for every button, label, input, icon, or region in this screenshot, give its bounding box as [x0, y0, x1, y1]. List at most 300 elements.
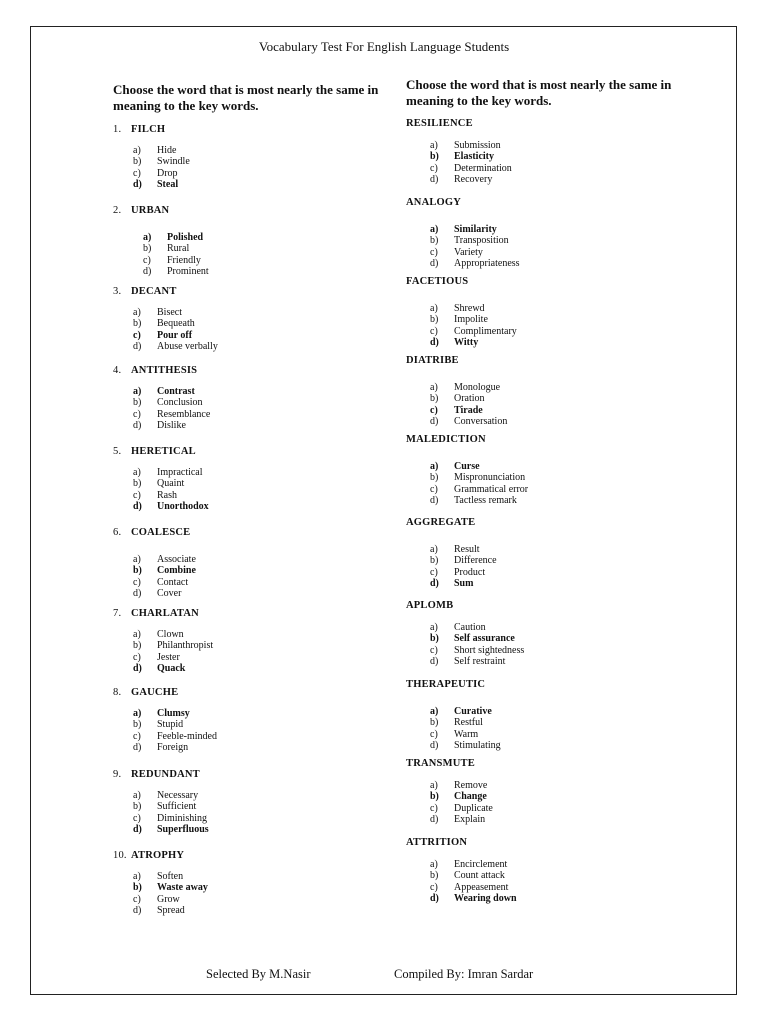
answer-option: [133, 719, 217, 730]
answer-option: [133, 168, 190, 179]
option-text: Curse: [454, 461, 480, 472]
answer-option: [133, 145, 190, 156]
answer-option: [430, 870, 517, 881]
keyword-text: DIATRIBE: [406, 355, 459, 366]
option-text: Rash: [157, 489, 177, 501]
option-letter: a): [133, 708, 142, 719]
keyword-text: APLOMB: [406, 600, 454, 611]
option-text: Grammatical error: [454, 483, 529, 495]
option-letter: c): [133, 730, 141, 742]
option-text: Swindle: [157, 156, 190, 168]
option-text: Drop: [157, 167, 178, 179]
option-letter: c): [430, 728, 438, 740]
option-text: Duplicate: [454, 802, 493, 814]
answer-option: [430, 314, 517, 325]
option-letter: c): [430, 644, 438, 656]
keyword-text: TRANSMUTE: [406, 758, 475, 769]
answer-option: [133, 790, 209, 801]
question-item: [113, 365, 210, 432]
option-list: [430, 544, 497, 590]
option-text: Variety: [454, 246, 483, 258]
answer-option: [133, 905, 208, 916]
option-text: Bequeath: [157, 318, 195, 330]
option-text: Result: [454, 544, 480, 555]
question-item: [113, 687, 217, 754]
option-letter: c): [133, 329, 141, 341]
option-letter: b): [430, 235, 439, 247]
option-text: Bisect: [157, 307, 182, 318]
option-text: Contact: [157, 576, 189, 588]
option-list: [133, 467, 209, 513]
option-list: [133, 307, 218, 353]
question-keyword: [113, 205, 209, 216]
option-letter: b): [133, 565, 142, 577]
option-letter: d): [133, 824, 142, 836]
option-letter: b): [430, 870, 439, 882]
option-text: Restful: [454, 717, 483, 729]
option-text: Feeble-minded: [157, 730, 217, 742]
answer-option-correct: [430, 706, 501, 717]
answer-option: [133, 871, 208, 882]
option-text: Tactless remark: [454, 495, 517, 507]
option-text: Curative: [454, 706, 492, 717]
option-list: [133, 554, 196, 600]
answer-option: [430, 140, 512, 151]
question-item: [406, 197, 520, 270]
keyword-text: ATROPHY: [131, 850, 185, 861]
question-number: 8.: [113, 687, 122, 698]
keyword-text: HERETICAL: [131, 446, 196, 457]
option-letter: d): [133, 420, 142, 432]
option-letter: c): [430, 483, 438, 495]
option-text: Change: [454, 791, 487, 803]
answer-option-correct: [133, 565, 196, 576]
option-text: Remove: [454, 780, 488, 791]
option-text: Stupid: [157, 719, 184, 731]
answer-option-correct: [430, 633, 524, 644]
option-text: Submission: [454, 140, 501, 151]
option-letter: a): [133, 554, 141, 565]
option-letter: c): [430, 566, 438, 578]
question-item: [113, 124, 190, 191]
option-letter: b): [133, 640, 142, 652]
option-letter: a): [430, 859, 438, 870]
answer-option-correct: [133, 882, 208, 893]
question-item: [406, 517, 497, 590]
answer-option-correct: [430, 578, 497, 589]
answer-option-correct: [430, 224, 520, 235]
option-letter: b): [430, 791, 439, 803]
option-letter: c): [133, 167, 141, 179]
option-text: Hide: [157, 145, 177, 156]
question-item: [406, 276, 517, 349]
option-text: Grow: [157, 893, 180, 905]
option-text: Unorthodox: [157, 501, 209, 513]
option-text: Steal: [157, 179, 179, 191]
option-text: Associate: [157, 554, 196, 565]
option-list: [430, 140, 512, 186]
question-keyword: [406, 118, 512, 129]
question-number: 9.: [113, 769, 122, 780]
option-text: Product: [454, 566, 486, 578]
option-letter: b): [430, 393, 439, 405]
answer-option: [133, 554, 196, 565]
option-list: [133, 145, 190, 191]
option-letter: d): [430, 656, 439, 668]
option-text: Monologue: [454, 382, 501, 393]
option-letter: b): [430, 314, 439, 326]
option-text: Spread: [157, 905, 185, 917]
option-text: Dislike: [157, 420, 186, 432]
option-text: Friendly: [167, 254, 201, 266]
question-item: [406, 434, 528, 507]
option-letter: b): [430, 555, 439, 567]
question-keyword: [406, 517, 497, 528]
keyword-text: AGGREGATE: [406, 517, 476, 528]
answer-option: [133, 318, 218, 329]
question-keyword: [406, 276, 517, 287]
keyword-text: FACETIOUS: [406, 276, 469, 287]
option-letter: c): [430, 162, 438, 174]
option-letter: a): [430, 622, 438, 633]
option-letter: a): [430, 140, 438, 151]
option-list: [430, 224, 520, 270]
option-text: Impractical: [157, 467, 203, 478]
option-text: Sum: [454, 578, 474, 590]
question-item: [406, 758, 493, 826]
question-number: 7.: [113, 608, 122, 619]
answer-option-correct: [133, 330, 218, 341]
option-text: Quack: [157, 663, 186, 675]
option-text: Impolite: [454, 314, 488, 326]
question-keyword: [406, 600, 524, 611]
answer-option-correct: [430, 151, 512, 162]
option-list: [430, 303, 517, 349]
option-text: Complimentary: [454, 325, 517, 337]
option-letter: d): [133, 588, 142, 600]
option-letter: a): [133, 629, 141, 640]
answer-option: [133, 629, 213, 640]
question-item: [406, 600, 524, 668]
option-letter: b): [133, 318, 142, 330]
option-letter: a): [430, 224, 439, 235]
answer-option: [133, 409, 210, 420]
option-text: Pour off: [157, 329, 193, 341]
option-letter: d): [430, 893, 439, 905]
option-letter: b): [430, 717, 439, 729]
answer-option: [143, 266, 209, 277]
answer-option: [430, 303, 517, 314]
option-text: Contrast: [157, 386, 195, 397]
option-list: [430, 706, 501, 752]
option-letter: d): [430, 337, 439, 349]
option-text: Tirade: [454, 404, 483, 416]
answer-option: [133, 156, 190, 167]
option-letter: b): [143, 243, 152, 255]
answer-option: [133, 588, 196, 599]
answer-option-correct: [133, 708, 217, 719]
option-text: Superfluous: [157, 824, 209, 836]
question-keyword: [113, 769, 209, 780]
answer-option: [430, 555, 497, 566]
answer-option-correct: [430, 337, 517, 348]
question-number: 10.: [113, 850, 127, 861]
answer-option: [430, 622, 524, 633]
option-letter: c): [430, 325, 438, 337]
question-keyword: [406, 837, 517, 848]
option-text: Self assurance: [454, 633, 515, 645]
answer-option: [133, 478, 209, 489]
question-number: 5.: [113, 446, 122, 457]
answer-option: [143, 255, 209, 266]
option-text: Self restraint: [454, 656, 506, 668]
option-text: Witty: [454, 337, 479, 349]
option-letter: b): [430, 633, 439, 645]
answer-option: [430, 163, 512, 174]
keyword-text: COALESCE: [131, 527, 191, 538]
page-title: Vocabulary Test For English Language Students: [258, 39, 510, 54]
answer-option: [430, 780, 493, 791]
answer-option: [133, 731, 217, 742]
answer-option: [430, 814, 493, 825]
option-letter: a): [430, 544, 438, 555]
option-letter: a): [143, 232, 152, 243]
option-text: Rural: [167, 243, 190, 255]
option-letter: d): [430, 495, 439, 507]
option-text: Philanthropist: [157, 640, 214, 652]
option-letter: a): [133, 386, 142, 397]
option-text: Difference: [454, 555, 497, 567]
question-number: 6.: [113, 527, 122, 538]
option-text: Combine: [157, 565, 196, 577]
question-keyword: [113, 608, 213, 619]
answer-option-correct: [430, 791, 493, 802]
option-text: Mispronunciation: [454, 472, 526, 484]
option-text: Sufficient: [157, 801, 197, 813]
question-item: [113, 850, 208, 917]
option-list: [143, 232, 209, 278]
answer-option: [430, 567, 497, 578]
option-text: Resemblance: [157, 408, 211, 420]
answer-option: [430, 859, 517, 870]
question-item: [406, 118, 512, 186]
option-letter: d): [133, 501, 142, 513]
answer-option: [430, 717, 501, 728]
option-text: Stimulating: [454, 740, 501, 752]
option-letter: a): [133, 467, 141, 478]
question-keyword: [113, 446, 209, 457]
option-text: Wearing down: [454, 893, 517, 905]
option-text: Foreign: [157, 742, 189, 754]
answer-option-correct: [430, 893, 517, 904]
question-item: [113, 608, 213, 675]
option-letter: d): [430, 416, 439, 428]
question-number: 2.: [113, 205, 122, 216]
answer-option: [430, 416, 507, 427]
question-keyword: [113, 124, 190, 135]
answer-option-correct: [133, 179, 190, 190]
answer-option: [133, 640, 213, 651]
option-letter: c): [133, 893, 141, 905]
option-text: Jester: [157, 651, 180, 663]
option-letter: b): [430, 472, 439, 484]
option-text: Warm: [454, 728, 479, 740]
option-letter: b): [133, 882, 142, 894]
question-keyword: [113, 687, 217, 698]
keyword-text: DECANT: [131, 286, 177, 297]
option-letter: c): [143, 254, 151, 266]
option-list: [133, 629, 213, 675]
answer-option: [133, 801, 209, 812]
option-letter: c): [133, 812, 141, 824]
answer-option-correct: [133, 663, 213, 674]
option-letter: d): [133, 179, 142, 191]
answer-option: [133, 420, 210, 431]
option-letter: a): [133, 871, 141, 882]
selected-by: Selected By M.Nasir: [206, 967, 311, 981]
question-item: [113, 205, 209, 278]
question-number: 1.: [113, 124, 122, 135]
option-list: [430, 859, 517, 905]
answer-option: [430, 645, 524, 656]
question-number: 3.: [113, 286, 122, 297]
option-text: Quaint: [157, 478, 185, 490]
answer-option: [430, 729, 501, 740]
option-letter: b): [133, 397, 142, 409]
option-letter: a): [430, 303, 438, 314]
keyword-text: ANTITHESIS: [131, 365, 198, 376]
answer-option-correct: [430, 461, 528, 472]
option-text: Conclusion: [157, 397, 203, 409]
option-letter: c): [133, 408, 141, 420]
option-text: Short sightedness: [454, 644, 525, 656]
option-letter: c): [430, 802, 438, 814]
option-letter: a): [430, 461, 439, 472]
option-text: Oration: [454, 393, 485, 405]
option-letter: c): [430, 881, 438, 893]
option-text: Appeasement: [454, 881, 509, 893]
question-number: 4.: [113, 365, 122, 376]
option-list: [133, 708, 217, 754]
question-keyword: [406, 679, 501, 690]
option-letter: a): [430, 780, 438, 791]
question-keyword: [406, 197, 520, 208]
option-letter: d): [143, 266, 152, 278]
instruction-left: Choose the word that is most nearly the same in meaning to the key words.: [113, 82, 379, 113]
answer-option: [430, 326, 517, 337]
keyword-text: ANALOGY: [406, 197, 462, 208]
question-keyword: [406, 355, 507, 366]
answer-option: [430, 235, 520, 246]
question-item: [113, 446, 209, 513]
option-list: [133, 790, 209, 836]
answer-option: [430, 544, 497, 555]
option-letter: d): [133, 742, 142, 754]
question-keyword: [113, 286, 218, 297]
answer-option: [133, 490, 209, 501]
keyword-text: MALEDICTION: [406, 434, 486, 445]
keyword-text: FILCH: [131, 124, 166, 135]
answer-option: [430, 656, 524, 667]
keyword-text: ATTRITION: [406, 837, 468, 848]
option-text: Caution: [454, 622, 486, 633]
answer-option: [430, 484, 528, 495]
option-list: [430, 382, 507, 428]
option-letter: d): [133, 341, 142, 353]
option-letter: b): [133, 719, 142, 731]
compiled-by: Compiled By: Imran Sardar: [394, 967, 534, 981]
option-letter: a): [133, 145, 141, 156]
option-letter: d): [133, 905, 142, 917]
question-keyword: [406, 758, 493, 769]
question-item: [113, 527, 196, 600]
answer-option: [133, 894, 208, 905]
option-text: Similarity: [454, 224, 497, 235]
option-letter: d): [430, 814, 439, 826]
keyword-text: RESILIENCE: [406, 118, 473, 129]
keyword-text: CHARLATAN: [131, 608, 199, 619]
option-letter: d): [133, 663, 142, 675]
option-list: [133, 871, 208, 917]
option-text: Count attack: [454, 870, 505, 882]
answer-option: [430, 393, 507, 404]
answer-option: [133, 307, 218, 318]
option-text: Recovery: [454, 174, 493, 186]
option-text: Polished: [167, 232, 204, 243]
question-keyword: [113, 365, 210, 376]
option-text: Cover: [157, 588, 182, 600]
answer-option: [133, 341, 218, 352]
option-letter: c): [133, 651, 141, 663]
answer-option: [430, 247, 520, 258]
option-letter: a): [133, 790, 141, 801]
option-letter: a): [430, 382, 438, 393]
answer-option: [430, 740, 501, 751]
answer-option: [430, 382, 507, 393]
answer-option: [133, 742, 217, 753]
answer-option: [430, 258, 520, 269]
answer-option: [133, 467, 209, 478]
option-text: Necessary: [157, 790, 199, 801]
answer-option: [143, 243, 209, 254]
option-letter: d): [430, 740, 439, 752]
question-item: [406, 355, 507, 428]
instruction-right: Choose the word that is most nearly the same in meaning to the key words.: [406, 77, 672, 108]
keyword-text: GAUCHE: [131, 687, 179, 698]
option-letter: b): [133, 156, 142, 168]
answer-option-correct: [133, 501, 209, 512]
answer-option: [430, 495, 528, 506]
option-letter: c): [430, 246, 438, 258]
keyword-text: REDUNDANT: [131, 769, 200, 780]
option-list: [430, 780, 493, 826]
answer-option-correct: [133, 386, 210, 397]
keyword-text: URBAN: [131, 205, 170, 216]
option-text: Soften: [157, 871, 184, 882]
question-keyword: [113, 527, 196, 538]
option-text: Encirclement: [454, 859, 508, 870]
option-text: Appropriateness: [454, 258, 520, 270]
answer-option: [133, 813, 209, 824]
option-list: [133, 386, 210, 432]
question-item: [113, 769, 209, 836]
answer-option-correct: [430, 405, 507, 416]
option-letter: b): [133, 478, 142, 490]
option-text: Transposition: [454, 235, 509, 247]
option-letter: d): [430, 174, 439, 186]
option-text: Clumsy: [157, 708, 190, 719]
option-text: Conversation: [454, 416, 508, 428]
